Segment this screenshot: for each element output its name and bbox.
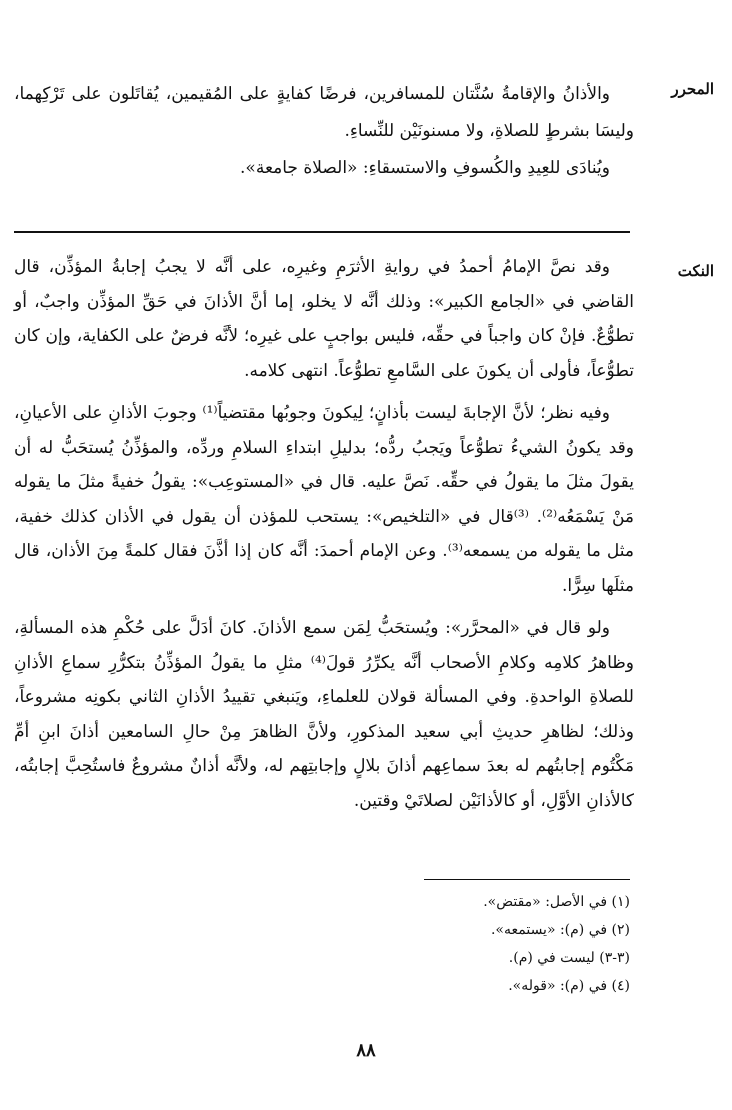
muharrar-paragraph: ويُنادَى للعِيدِ والكُسوفِ والاستسقاءِ: «الصلاة جامعة». [240,158,610,178]
page-number: ٨٨ [356,1040,376,1061]
footnotes [200,888,630,1000]
footnote-item: (٣-٣) ليست في (م). [508,950,630,966]
nukat-paragraph: وقد نصَّ الإمامُ أحمدُ في روايةِ الأثرَمِ وغيرِه، على أنَّه لا يجبُ إجابةُ المؤذِّن، قال القاضي في «الجامع الكبير»: وذلك أنَّه لا يخلو، إما أنَّ الأذانَ في حَقِّ المؤذِّن واجبٌ، أو تطوُّعٌ. فإنْ كان واجباً في حقِّه، فليس بواجبٍ على غيرِه؛ لأنَّه فرضٌ على الكفاية، وإن كان تطوُّعاً، فأولى أن يكونَ على السَّامعِ تطوُّعاً. انتهى كلامه. [14,257,634,381]
nukat-paragraph: وفيه نظر؛ لأنَّ الإجابةَ ليست بأذانٍ؛ لِيكونَ وجوبُها مقتضياً⁽¹⁾ وجوبَ الأذانِ على الأعيانِ، وقد يكونُ الشيءُ تطوُّعاً ويَجبُ ردُّه؛ بدليلِ ابتداءِ السلامِ وردِّه، والمؤذِّنُ يُستحَبُّ له أن يقولَ مثلَ ما يقولُ في حقِّه. نَصَّ عليه. قال في «المستوعِب»: يقولُ خفيةً مثلَ ما يقوله مَنْ يَسْمَعُه⁽²⁾. ⁽³⁾قال في «التلخيص»: يستحب للمؤذن أن يقول في الأذان كذلك خفية، مثل ما يقوله من يسمعه⁽³⁾. وعن الإمام أحمدَ: أنَّه كان إذا أذَّنَ فقال كلمةً مِنَ الأذان، قال مثلَها سِرًّا. [14,403,634,596]
muharrar-paragraph: والأذانُ والإقامةُ سُنَّتان للمسافرين، فرضًا كفايةٍ على المُقيمين، يُقاتَلون على تَرْكِهما، وليسَا بشرطٍ للصلاةِ، ولا مسنونَيْن للنِّساءِ. [14,84,634,141]
footnote-divider [424,879,630,880]
section-label-nukat: النكت [677,262,714,280]
muharrar-text [14,76,634,187]
section-divider [14,231,630,233]
nukat-text [14,250,634,826]
footnote-item: (٢) في (م): «يستمعه». [490,922,630,938]
section-label-muharrar: المحرر [671,80,714,98]
footnote-item: (٤) في (م): «قوله». [508,978,630,994]
footnote-item: (١) في الأصل: «مقتض». [483,894,630,910]
nukat-paragraph: ولو قال في «المحرَّر»: ويُستحَبُّ لِمَن سمع الأذانَ. كانَ أدَلَّ على حُكْمِ هذه المسألةِ، وظاهرُ كلامِه وكلامِ الأصحاب أنَّه يكرِّرُ قولَ⁽⁴⁾ مثلِ ما يقولُ المؤذِّنُ بتكرُّرِ سماعِ الأذانِ للصلاةِ الواحدةِ. وفي المسألة قولان للعلماءِ، ويَنبغي تقييدُ الأذانِ الثاني بكونِه مشروعاً، وذلك؛ لظاهرِ حديثِ أبي سعيد المذكورِ، ولأنَّ الظاهرَ مِنْ حالِ السامعين أذانَ ابنِ أمِّ مَكْتُوم إجابتُهم له بعدَ سماعِهم أذانَ بلالٍ وإجابتِهم له، ولأنَّه أذانٌ مشروعٌ فاستُحِبَّ إجابتُه، كالأذانِ الأوَّلِ، أو كالأذانَيْن لصلاتَيْ وقتين. [14,618,634,811]
